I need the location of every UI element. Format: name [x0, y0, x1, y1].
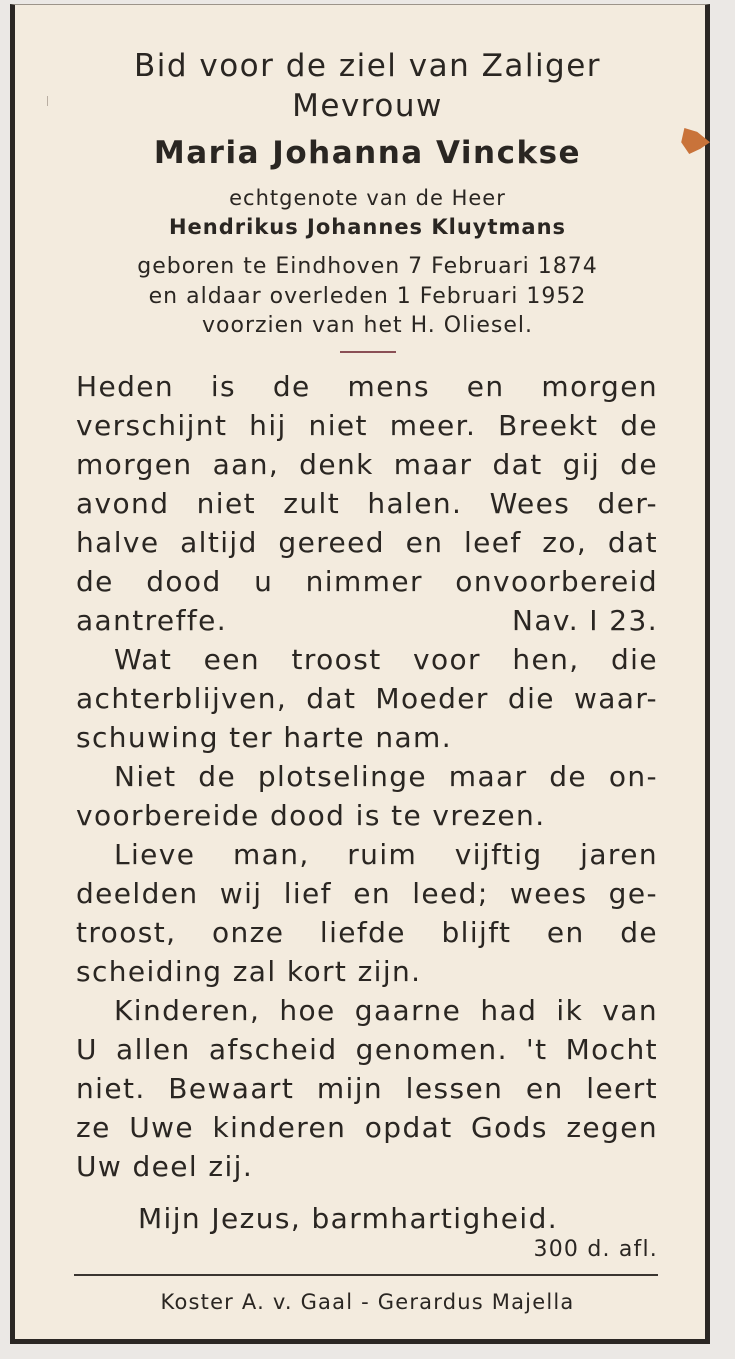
- indulgence-note: 300 d. afl.: [533, 1237, 658, 1262]
- text-line: niet. Bewaart mijn lessen en leert: [76, 1072, 658, 1105]
- text-line: halve altijd gereed en leef zo, dat: [76, 526, 658, 559]
- birth-line: geboren te Eindhoven 7 Februari 1874: [137, 254, 598, 279]
- ornament-divider: [340, 351, 396, 353]
- text-line: morgen aan, denk maar dat gij de: [76, 448, 658, 481]
- deceased-name: Maria Johanna Vinckse: [153, 135, 582, 171]
- text-line: de dood u nimmer onvoorbereid: [76, 565, 658, 598]
- prayer-line-2: Mevrouw: [292, 88, 443, 124]
- spouse-intro: echtgenote van de Heer: [229, 186, 506, 210]
- death-line: en aldaar overleden 1 Februari 1952: [148, 284, 587, 309]
- text-line: voorbereide dood is te vrezen.: [76, 799, 546, 832]
- text-line: verschijnt hij niet meer. Breekt de: [76, 409, 658, 442]
- text-line: schuwing ter harte nam.: [76, 721, 452, 754]
- text-line-with-reference: [76, 601, 658, 640]
- spouse-name: Hendrikus Johannes Kluytmans: [168, 215, 567, 239]
- text-line: Wat een troost voor hen, die: [114, 643, 658, 676]
- text-line: troost, onze liefde blijft en de: [76, 916, 658, 949]
- text-line: U allen afscheid genomen. 't Mocht: [76, 1033, 658, 1066]
- text-line: Niet de plotselinge maar de on-: [114, 760, 658, 793]
- text-line: avond niet zult halen. Wees der-: [76, 487, 658, 520]
- footer-rule: [74, 1274, 658, 1276]
- text-line: scheiding zal kort zijn.: [76, 955, 422, 988]
- prayer-line-1: Bid voor de ziel van Zaliger: [133, 48, 602, 84]
- text-line-end: aantreffe.: [76, 604, 228, 637]
- text-line: Lieve man, ruim vijftig jaren: [114, 838, 658, 871]
- printer-imprint: Koster A. v. Gaal - Gerardus Majella: [160, 1290, 575, 1314]
- closing-prayer: Mijn Jezus, barmhartigheid.: [138, 1202, 559, 1235]
- text-line: deelden wij lief en leed; wees ge-: [76, 877, 658, 910]
- text-line: Heden is de mens en morgen: [76, 370, 658, 403]
- text-line: achterblijven, dat Moeder die waar-: [76, 682, 658, 715]
- text-line: Kinderen, hoe gaarne had ik van: [114, 994, 658, 1027]
- scripture-reference: Nav. I 23.: [512, 604, 658, 637]
- text-line: Uw deel zij.: [76, 1150, 254, 1183]
- sacrament-line: voorzien van het H. Oliesel.: [202, 313, 533, 338]
- text-line: ze Uwe kinderen opdat Gods zegen: [76, 1111, 658, 1144]
